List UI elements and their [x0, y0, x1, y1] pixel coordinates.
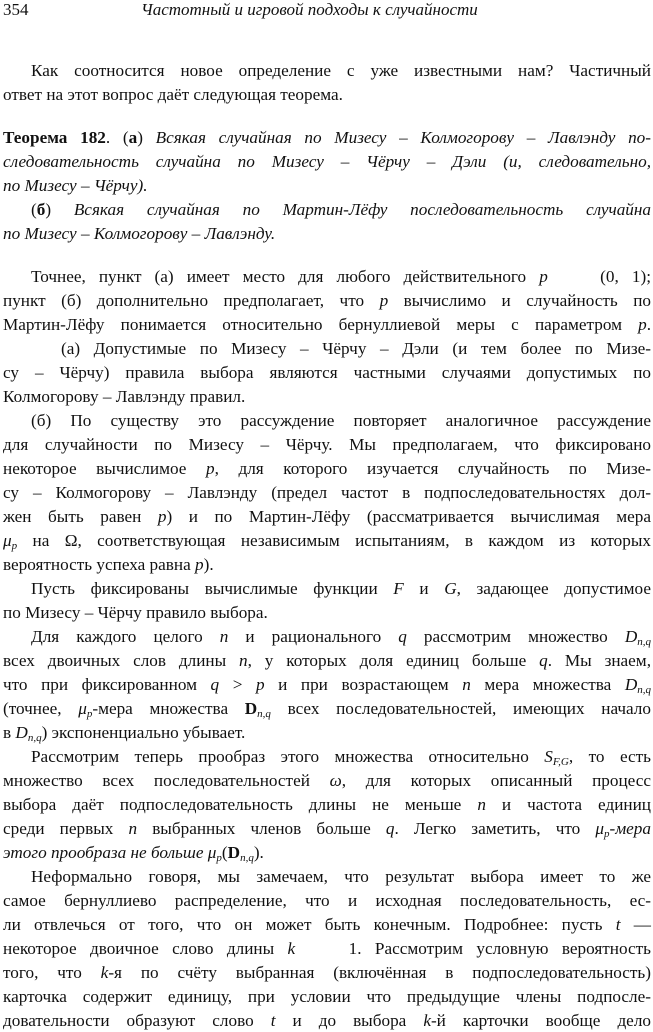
text-line: Точнее, пункт (а) имеет место для любого действительного p (0, 1); — [31, 267, 651, 286]
text-line: Теорема 182. (а) Всякая случайная по Мизесу – Колмогорову – Лавлэнду по- — [3, 128, 651, 147]
text-line: Пусть фиксированы вычислимые функции F и G, задающее допустимое — [31, 579, 651, 598]
text-line: по Мизесу – Колмогорову – Лавлэнду. — [3, 224, 276, 243]
text-line: Колмогорову – Лавлэнду правил. — [3, 387, 246, 406]
text-line: карточка содержит единицу, при условии что предыдущие члены подпосле- — [3, 987, 651, 1006]
text-line: (точнее, $\mu_p$-мера множества $D_{n,q}$ всех последовательностей, имеющих начало — [3, 699, 651, 720]
text-line: среди первых n выбранных членов больше q. Легко заметить, что $\mu_p$-мера — [3, 819, 651, 840]
text-line: некоторое двоичное слово длины k 1. Рассмотрим условную вероятность — [3, 939, 651, 958]
page-header — [3, 0, 651, 22]
page-number: 354 — [3, 0, 29, 19]
text-line: всех двоичных слов длины n, у которых доля единиц больше q. Мы знаем, — [3, 651, 651, 670]
text-line: (б) Всякая случайная по Мартин-Лёфу последовательность случайна — [31, 200, 651, 219]
text-line: су – Колмогорову – Лавлэнду (предел частот в подпоследовательностях дол- — [3, 483, 651, 502]
text-line: следовательность случайна по Мизесу – Чёрчу – Дэли (и, следовательно, — [3, 152, 651, 171]
text-line: некоторое вычислимое p, для которого изучается случайность по Мизе- — [3, 459, 651, 478]
text-line: (а) Допустимые по Мизесу – Чёрчу – Дэли (и тем более по Мизе- — [61, 339, 651, 358]
text-line: самое бернуллиево распределение, что и исходная последовательность, ес- — [3, 891, 651, 910]
text-line: $\mu_p$ на Ω, соответствующая независимым испытаниям, в каждом из которых — [3, 531, 651, 552]
text-line: (б) По существу это рассуждение повторяет аналогичное рассуждение — [31, 411, 651, 430]
text-line: выбора даёт подпоследовательность длины не меньше n и частота единиц — [3, 795, 651, 814]
text-line: Рассмотрим теперь прообраз этого множества относительно $S_{F,G}$, то есть — [31, 747, 651, 768]
text-line: Неформально говоря, мы замечаем, что результат выбора имеет то же — [31, 867, 651, 886]
text-line: Как соотносится новое определение с уже известными нам? Частичный — [31, 61, 651, 80]
text-line: су – Чёрчу) правила выбора являются частными случаями допустимых по — [3, 363, 651, 382]
text-line: довательности образуют слово t и до выбора k-й карточки вообще дело — [3, 1011, 651, 1030]
text-line: жен быть равен p) и по Мартин-Лёфу (рассматривается вычислимая мера — [3, 507, 651, 526]
text-line: по Мизесу – Чёрчу правило выбора. — [3, 603, 268, 622]
text-line: Мартин-Лёфу понимается относительно бернуллиевой меры с параметром p. — [3, 315, 651, 334]
text-line: в $D_{n,q}$) экспоненциально убывает. — [3, 723, 246, 744]
text-line: что при фиксированном q > p и при возрастающем n мера множества $D_{n,q}$ — [3, 675, 651, 696]
text-line: для случайности по Мизесу – Чёрчу. Мы предполагаем, что фиксировано — [3, 435, 651, 454]
text-line: пункт (б) дополнительно предполагает, что p вычислимо и случайность по — [3, 291, 651, 310]
text-line: ответ на этот вопрос даёт следующая теорема. — [3, 85, 343, 104]
text-line: вероятность успеха равна p). — [3, 555, 214, 574]
text-line: этого прообраза не больше $\mu_p(D_{n,q})$. — [3, 843, 264, 864]
text-line: Для каждого целого n и рационального q рассмотрим множество $D_{n,q}$ — [31, 627, 651, 648]
text-line: множество всех последовательностей ω, для которых описанный процесс — [3, 771, 651, 790]
text-line: того, что k-я по счёту выбранная (включённая в подпоследовательность) — [3, 963, 651, 982]
text-line: по Мизесу – Чёрчу). — [3, 176, 148, 195]
running-title: Частотный и игровой подходы к случайности — [141, 0, 478, 19]
text-line: ли отвлечься от того, что он может быть конечным. Подробнее: пусть t — — [3, 915, 651, 934]
